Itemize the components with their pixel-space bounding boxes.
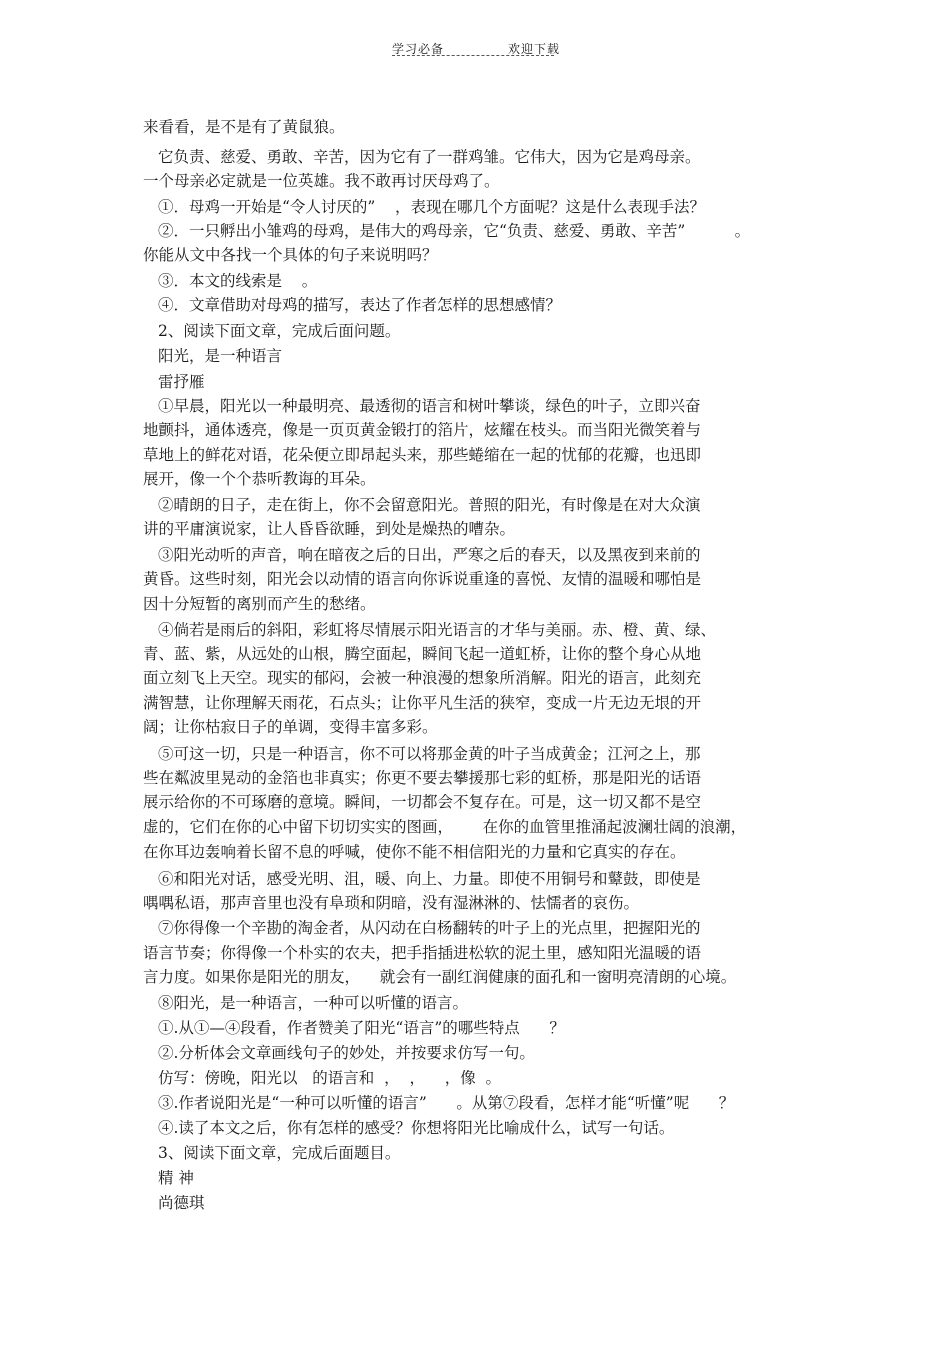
header-right-text: 欢迎下载 xyxy=(508,42,561,56)
text-line: 讲的平庸演说家，让人昏昏欲睡，到处是燥热的嘈杂。 xyxy=(143,520,516,538)
text-line: ⑧阳光，是一种语言，一种可以听懂的语言。 xyxy=(158,994,469,1012)
header-left-text: 学习必备 xyxy=(392,42,445,56)
text-line: 言力度。如果你是阳光的朋友， 就会有一副红润健康的面孔和一窗明亮清朗的心境。 xyxy=(143,968,737,986)
page-header xyxy=(0,40,950,60)
text-line: ⑥和阳光对话，感受光明、沮，暖、向上、力量。即使不用铜号和鼙鼓，即使是 xyxy=(158,870,701,888)
text-line: 来看看，是不是有了黄鼠狼。 xyxy=(143,118,345,136)
text-line: ②.分析体会文章画线句子的妙处，并按要求仿写一句。 xyxy=(158,1044,535,1062)
text-line: 喁喁私语，那声音里也没有阜琐和阴暗，没有湿淋淋的、怯懦者的哀伤。 xyxy=(143,894,640,912)
text-line: 精 神 xyxy=(158,1169,194,1187)
text-line: 展示给你的不可琢磨的意境。瞬间，一切都会不复存在。可是，这一切又都不是空 xyxy=(143,793,702,811)
text-line: ④倘若是雨后的斜阳，彩虹将尽情展示阳光语言的才华与美丽。赤、橙、黄、绿、 xyxy=(158,621,717,639)
text-line: 草地上的鲜花对语，花朵便立即昂起头来，那些蜷缩在一起的忧郁的花瓣，也迅即 xyxy=(143,446,702,464)
text-line: 展开，像一个个恭听教诲的耳朵。 xyxy=(143,470,376,488)
text-line: ③．本文的线索是 。 xyxy=(158,272,318,290)
text-line: 仿写：傍晚，阳光以 的语言和 ， ， ，像 。 xyxy=(158,1069,502,1087)
text-line: ②晴朗的日子，走在街上，你不会留意阳光。普照的阳光，有时像是在对大众演 xyxy=(158,496,701,514)
text-line: 阔；让你枯寂日子的单调，变得丰富多彩。 xyxy=(143,718,438,736)
text-line: 青、蓝、紫，从远处的山根，腾空面起，瞬间飞起一道虹桥，让你的整个身心从地 xyxy=(143,645,702,663)
header-dashed-rule xyxy=(392,55,554,56)
text-line: 地颤抖，通体透亮，像是一页页黄金锻打的箔片，炫耀在枝头。而当阳光微笑着与 xyxy=(143,421,702,439)
text-line: 面立刻飞上天空。现实的郁闷，会被一种浪漫的想象所消解。阳光的语言，此刻充 xyxy=(143,669,702,687)
text-line: 雷抒雁 xyxy=(158,373,205,391)
text-line: ①．母鸡一开始是“令人讨厌的” ，表现在哪几个方面呢？这是什么表现手法？ xyxy=(158,198,706,216)
text-line: ①早晨，阳光以一种最明亮、最透彻的语言和树叶攀谈，绿色的叶子，立即兴奋 xyxy=(158,397,701,415)
text-line: 因十分短暂的离别而产生的愁绪。 xyxy=(143,595,376,613)
text-line: ③阳光动听的声音，响在暗夜之后的日出，严寒之后的春天，以及黑夜到来前的 xyxy=(158,546,701,564)
text-line: ②．一只孵出小雏鸡的母鸡，是伟大的鸡母亲，它“负责、慈爱、勇敢、辛苦” 。 xyxy=(158,222,751,240)
text-line: ③.作者说阳光是“一种可以听懂的语言” 。从第⑦段看，怎样才能“听懂”呢 ？ xyxy=(158,1094,735,1112)
text-line: ⑦你得像一个辛勘的淘金者，从闪动在白杨翻转的叶子上的光点里，把握阳光的 xyxy=(158,919,701,937)
text-line: 虚的，它们在你的心中留下切切实实的图画， 在你的血管里推涌起波澜壮阔的浪潮， xyxy=(143,818,747,836)
text-line: ⑤可这一切，只是一种语言，你不可以将那金黄的叶子当成黄金；江河之上，那 xyxy=(158,745,701,763)
text-line: 一个母亲必定就是一位英雄。我不敢再讨厌母鸡了。 xyxy=(143,172,500,190)
text-line: 2、阅读下面文章，完成后面问题。 xyxy=(158,322,401,340)
text-line: 在你耳边轰响着长留不息的呼喊，使你不能不相信阳光的力量和它真实的存在。 xyxy=(143,843,686,861)
text-line: 些在粼波里晃动的金箔也非真实；你更不要去攀援那七彩的虹桥，那是阳光的话语 xyxy=(143,769,702,787)
text-line: 尚德琪 xyxy=(158,1194,205,1212)
text-line: 阳光，是一种语言 xyxy=(158,347,283,365)
text-line: ④.读了本文之后，你有怎样的感受？你想将阳光比喻成什么，试写一句话。 xyxy=(158,1119,675,1137)
text-line: 它负责、慈爱、勇敢、辛苦，因为它有了一群鸡雏。它伟大，因为它是鸡母亲。 xyxy=(158,148,701,166)
text-line: 你能从文中各找一个具体的句子来说明吗？ xyxy=(143,246,438,264)
text-line: 3、阅读下面文章，完成后面题目。 xyxy=(158,1144,401,1162)
text-line: 满智慧，让你理解天雨花，石点头；让你平凡生活的狭窄，变成一片无边无垠的开 xyxy=(143,694,702,712)
text-line: 黄昏。这些时刻，阳光会以动情的语言向你诉说重逢的喜悦、友情的温暖和哪怕是 xyxy=(143,570,702,588)
text-line: ④．文章借助对母鸡的描写，表达了作者怎样的思想感情？ xyxy=(158,296,562,314)
text-line: 语言节奏；你得像一个朴实的农夫，把手指插进松软的泥土里，感知阳光温暖的语 xyxy=(143,944,702,962)
text-line: ①.从①—④段看，作者赞美了阳光“语言”的哪些特点 ？ xyxy=(158,1019,565,1037)
